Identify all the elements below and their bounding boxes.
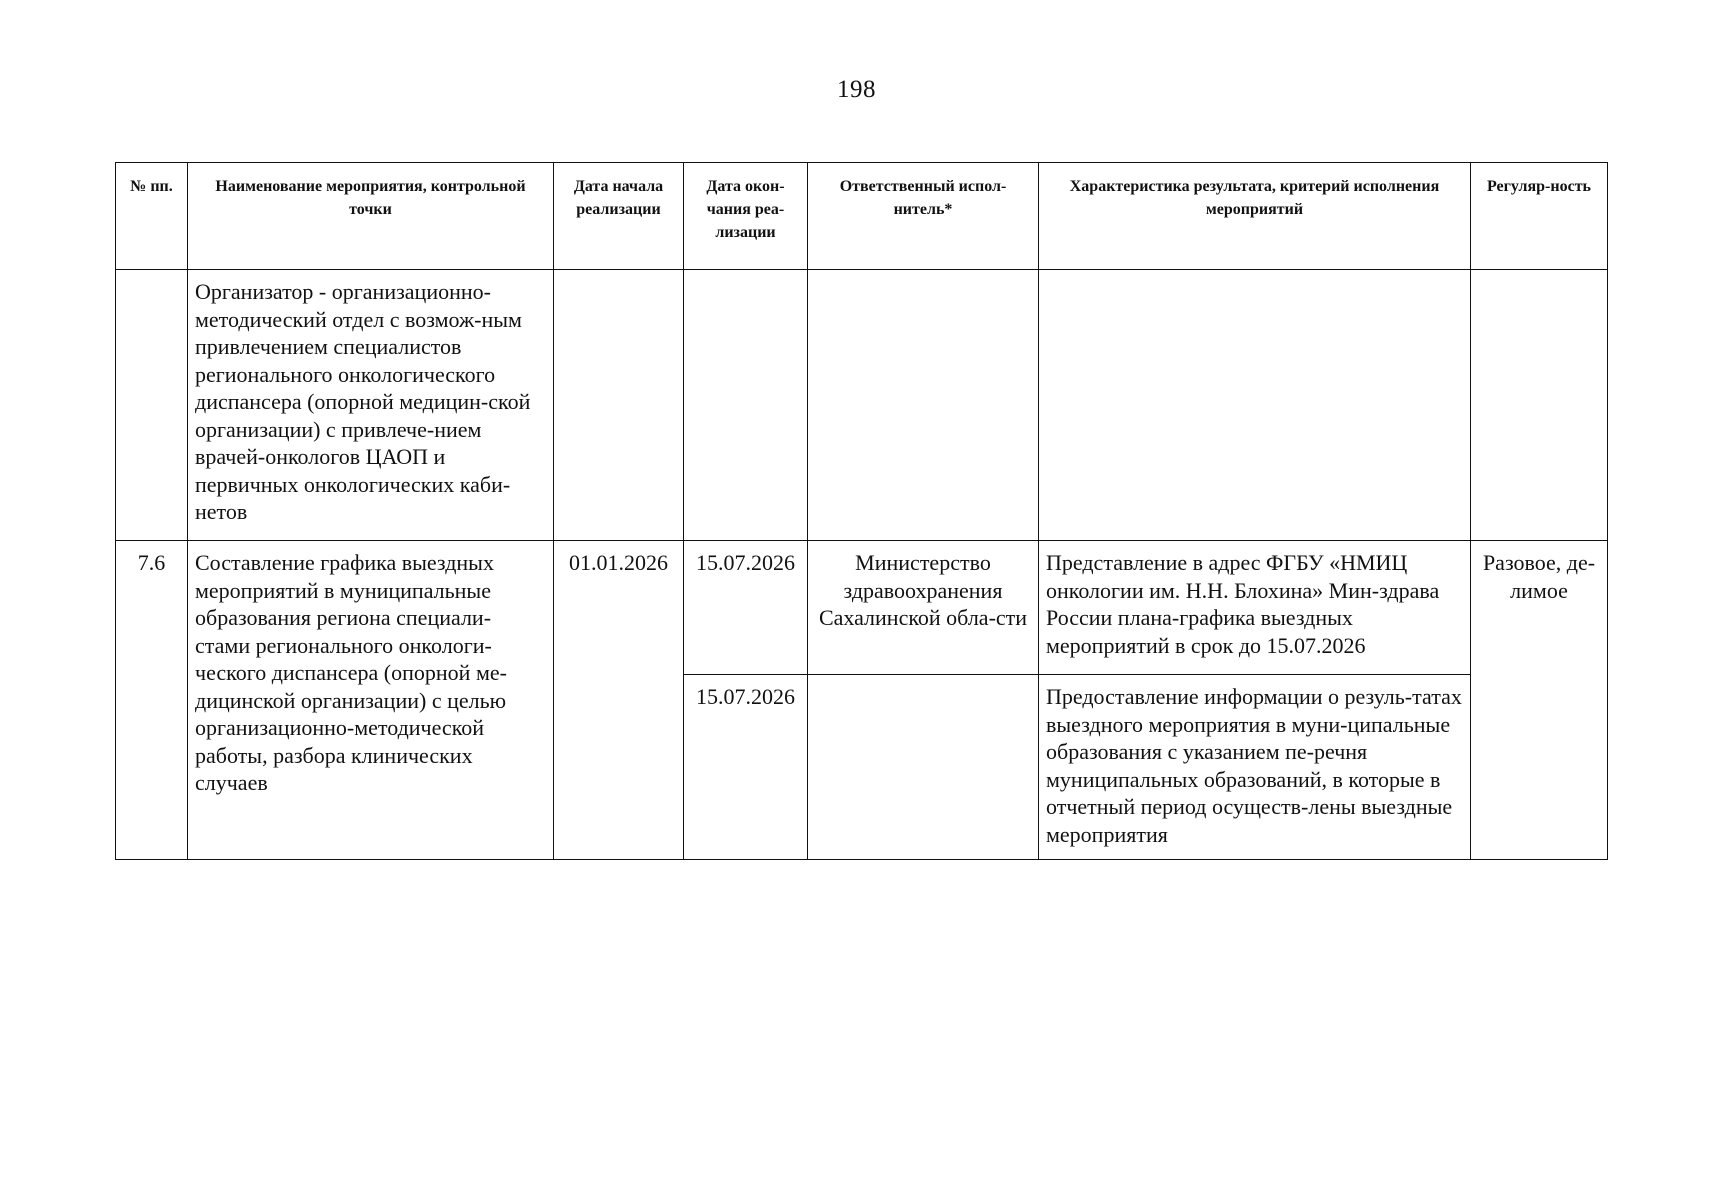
header-start-date: Дата начала реализации xyxy=(554,163,684,270)
cell-responsible: Министерство здравоохранения Сахалинской обла-сти xyxy=(808,541,1039,675)
cell-regularity: Разовое, де-лимое xyxy=(1471,541,1608,860)
cell-name: Составление графика выездных мероприятий в муниципальные образования региона специали-стами регионального онкологи-ческого диспансера (опорной ме-дицинской организации) с целью организационно-методической работы, разбора клинических случаев xyxy=(188,541,554,860)
table-row-organizer xyxy=(116,270,1608,541)
cell-start-date: 01.01.2026 xyxy=(554,541,684,860)
cell-result xyxy=(1039,270,1471,541)
page-number: 198 xyxy=(837,76,876,103)
cell-result: Предоставление информации о резуль-татах выездного мероприятия в муни-ципальные образования с указанием пе-речня муниципальных образований, в которые в отчетный период осуществ-лены выездные мероприятия xyxy=(1039,675,1471,860)
header-result: Характеристика результата, критерий исполнения мероприятий xyxy=(1039,163,1471,270)
table-row-7-6 xyxy=(116,541,1608,675)
cell-start-date xyxy=(554,270,684,541)
cell-num xyxy=(116,270,188,541)
cell-name: Организатор - организационно-методический отдел с возмож-ным привлечением специалистов регионального онкологического диспансера (опорной медицин-ской организации) с привлече-нием врачей-онкологов ЦАОП и первичных онкологических каби-нетов xyxy=(188,270,554,541)
cell-responsible xyxy=(808,675,1039,860)
header-end-date: Дата окон-чания реа-лизации xyxy=(684,163,808,270)
cell-result: Представление в адрес ФГБУ «НМИЦ онкологии им. Н.Н. Блохина» Мин-здрава России плана-графика выездных мероприятий в срок до 15.07.2026 xyxy=(1039,541,1471,675)
cell-responsible xyxy=(808,270,1039,541)
cell-end-date: 15.07.2026 xyxy=(684,541,808,675)
header-responsible: Ответственный испол-нитель* xyxy=(808,163,1039,270)
cell-end-date xyxy=(684,270,808,541)
header-regularity: Регуляр-ность xyxy=(1471,163,1608,270)
activities-table xyxy=(115,162,1608,860)
cell-num: 7.6 xyxy=(116,541,188,860)
header-name: Наименование мероприятия, контрольной точки xyxy=(188,163,554,270)
header-num: № пп. xyxy=(116,163,188,270)
cell-end-date: 15.07.2026 xyxy=(684,675,808,860)
cell-regularity xyxy=(1471,270,1608,541)
table-header-row xyxy=(116,163,1608,270)
